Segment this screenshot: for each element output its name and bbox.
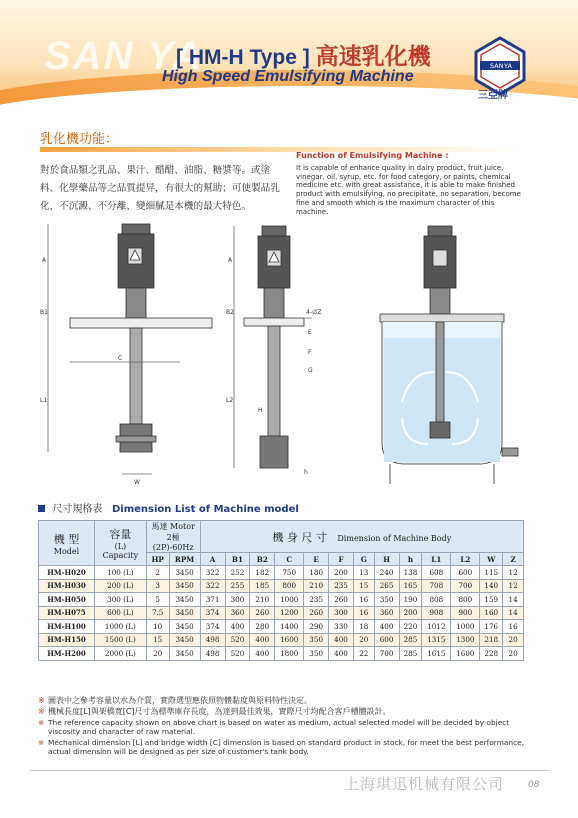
col-header: RPM [169,553,200,566]
table-cell: 1200 [275,606,304,620]
table-cell: 350 [304,633,329,647]
table-cell: 3450 [169,633,200,647]
body-header-cn: 機 身 尺 寸 [272,530,327,544]
table-cell: 608 [422,566,451,580]
col-model-header [39,521,95,566]
table-cell: 260 [329,593,354,607]
table-cell: 22 [353,647,374,661]
table-cell: 600 (L) [94,606,146,620]
table-cell: 252 [225,566,250,580]
table-cell: 18 [353,620,374,634]
capacity-header-unit: (L) [114,542,127,551]
table-cell: 400 [250,647,275,661]
table-cell: 520 [225,633,250,647]
capacity-header-cn: 容量 [109,528,132,541]
table-cell: 1000 [275,593,304,607]
table-cell: 700 [374,647,399,661]
dim-label-E: E [308,329,312,336]
col-header: H [374,553,399,566]
table-cell: 180 [304,566,329,580]
table-cell: 360 [225,606,250,620]
table-cell: 300 [329,606,354,620]
dim-label-A: A [42,257,47,264]
body-header-en: Dimension of Machine Body [337,533,452,543]
table-cell: 12 [503,566,524,580]
drawing-side-view [234,226,312,468]
table-cell: 350 [374,593,399,607]
table-cell: 200 [399,606,422,620]
table-cell: 498 [200,647,225,661]
table-cell: 200 (L) [94,579,146,593]
col-header: A [200,553,225,566]
table-cell: 600 [451,566,480,580]
table-cell: 520 [225,647,250,661]
dim-label-A2: A [228,257,233,264]
model-header-cn: 機 型 [53,532,80,546]
table-cell: 190 [399,593,422,607]
table-cell: 176 [480,620,503,634]
col-header: C [275,553,304,566]
machine-drawings [30,222,550,494]
table-cell: 265 [374,579,399,593]
title-en: [ HM-H Type ] [176,46,310,69]
notes [38,696,528,758]
table-cell: 115 [480,566,503,580]
model-header-en: Model [53,546,80,556]
table-heading-en: Dimension List of Machine model [111,504,299,515]
table-cell: 1315 [422,633,451,647]
logo-caption: 三亞牌 [478,90,508,101]
page-subtitle: High Speed Emulsifying Machine [162,68,414,85]
dim-label-C: C [118,355,123,362]
note-item: ※ 機械長度[L]與架橋寬[C]尺寸為標準庫存長度，為達到最佳效果，實際尺寸均配合客戶槽體設計。 [38,707,391,716]
table-cell: 7.5 [146,606,169,620]
drawing-front-view [48,224,212,474]
table-cell: 100 (L) [94,566,146,580]
col-header: h [399,553,422,566]
note-item: ※ The reference capacity shown on above chart is based on water as medium, actual selected model will be decided by object viscosity and character of raw material. [38,718,510,736]
table-cell: 400 [250,633,275,647]
logo-san: SAN [490,62,504,70]
dim-label-H: H [258,407,263,414]
note-item: ※ 圖表中之參考容量以水為介質，實際選型應依照物體黏度與原料特性決定。 [38,696,312,705]
capacity-header-en: Capacity [102,551,139,560]
dim-label-L2: L2 [226,397,234,404]
model-cell: HM-H150 [39,633,95,647]
table-cell: 3450 [169,647,200,661]
table-row [39,620,524,634]
drawing-tank-view [380,226,518,484]
table-cell: 16 [353,593,374,607]
model-cell: HM-H100 [39,620,95,634]
dimension-table [38,520,524,661]
table-cell: 182 [250,566,275,580]
table-cell: 185 [250,579,275,593]
table-cell: 220 [399,620,422,634]
page-title [176,38,431,71]
col-body-header [200,521,523,553]
table-cell: 20 [353,633,374,647]
table-cell: 5 [146,593,169,607]
table-cell: 708 [422,579,451,593]
table-cell: 360 [374,606,399,620]
table-cell: 700 [451,579,480,593]
table-row [39,593,524,607]
col-header: Z [503,553,524,566]
table-cell: 3450 [169,579,200,593]
table-cell: 2 [146,566,169,580]
table-heading-cn: 尺寸規格表 [52,504,103,515]
table-cell: 3450 [169,566,200,580]
col-header: B2 [250,553,275,566]
page-number: 08 [528,780,540,790]
table-cell: 2000 (L) [94,647,146,661]
table-cell: 285 [399,633,422,647]
table-cell: 14 [503,593,524,607]
table-heading [38,500,299,515]
watermark-logo-text: SAN YA [44,34,204,78]
footer-company: 上海琪迅机械有限公司 [344,775,505,793]
table-cell: 3450 [169,620,200,634]
table-cell: 800 [451,593,480,607]
table-cell: 900 [451,606,480,620]
motor-header-sub: 2極(2P)-60Hz [152,533,194,552]
dim-label-B2: B2 [226,309,234,316]
table-cell: 1600 [275,633,304,647]
function-text-cn: 對於食品類之乳品、果汁、醋醋、油脂、糖漿等。或塗料、化學藥品等之品質提昇，有很大的幫助；可使製品乳化，不沉澱、不分離、變細膩是本機的最大特色。 [40,165,280,212]
table-cell: 138 [399,566,422,580]
bullet-square-icon [38,505,45,512]
table-cell: 1000 [451,620,480,634]
table-cell: 260 [250,606,275,620]
model-cell: HM-H075 [39,606,95,620]
table-cell: 260 [304,606,329,620]
table-cell: 13 [353,566,374,580]
col-capacity-header [94,521,146,566]
table-cell: 908 [422,606,451,620]
table-cell: 218 [480,633,503,647]
title-cn: 高速乳化機 [315,43,431,69]
dim-label-W: W [134,479,140,486]
note-item: ※ Mechanical dimension [L] and bridge width [C] dimension is based on standard product in stock, for meet the best performance, actual dimension will be designed as per size of customer's tank body. [38,738,525,756]
table-cell: 400 [329,633,354,647]
table-cell: 750 [275,566,304,580]
table-cell: 15 [146,633,169,647]
table-cell: 1615 [422,647,451,661]
table-cell: 20 [503,647,524,661]
col-motor-header [146,521,200,553]
function-heading-cn: 乳化機功能： [40,132,119,147]
table-cell: 374 [200,606,225,620]
table-cell: 400 [329,647,354,661]
table-row [39,606,524,620]
table-cell: 322 [200,566,225,580]
dim-label-B1: B1 [40,309,48,316]
table-cell: 280 [250,620,275,634]
table-cell: 498 [200,633,225,647]
table-body [39,566,524,661]
table-cell: 14 [503,606,524,620]
table-cell: 300 [225,593,250,607]
table-cell: 165 [399,579,422,593]
table-cell: 371 [200,593,225,607]
table-cell: 16 [503,620,524,634]
table-cell: 210 [304,579,329,593]
table-cell: 159 [480,593,503,607]
table-cell: 1300 [451,633,480,647]
dim-label-h: h [304,469,308,476]
col-header: HP [146,553,169,566]
table-cell: 600 [374,633,399,647]
table-cell: 240 [374,566,399,580]
table-cell: 330 [329,620,354,634]
function-text-en: It is capable of enhance quality in dairy product, fruit juice, vinegar, oil, syrup, etc. for food category, or paints, chemical medicine etc. with great assistance, it is able to make finished product with emulsifying, no precipitate, no separation, become fine and smooth which is the maximum character of this machine. [296,164,521,216]
table-cell: 3450 [169,606,200,620]
table-cell: 808 [422,593,451,607]
table-cell: 10 [146,620,169,634]
table-row [39,579,524,593]
table-cell: 1600 [451,647,480,661]
model-cell: HM-H050 [39,593,95,607]
table-cell: 235 [304,593,329,607]
table-cell: 210 [250,593,275,607]
table-cell: 1800 [275,647,304,661]
table-cell: 350 [304,647,329,661]
table-row [39,566,524,580]
table-cell: 1012 [422,620,451,634]
function-heading-en: Function of Emulsifying Machine : [296,151,449,160]
table-cell: 160 [480,606,503,620]
dim-label-D: 4-∅Z [306,309,322,316]
table-cell: 300 (L) [94,593,146,607]
table-cell: 255 [225,579,250,593]
table-cell: 1400 [275,620,304,634]
col-header: E [304,553,329,566]
table-cell: 12 [503,579,524,593]
table-cell: 20 [146,647,169,661]
table-cell: 16 [353,606,374,620]
table-row [39,633,524,647]
table-row [39,647,524,661]
col-header: W [480,553,503,566]
table-cell: 800 [275,579,304,593]
col-header: L1 [422,553,451,566]
table-cell: 15 [353,579,374,593]
table-cell: 374 [200,620,225,634]
dim-label-L1: L1 [40,397,48,404]
col-header: L2 [451,553,480,566]
model-cell: HM-H200 [39,647,95,661]
dim-label-F: F [308,349,312,356]
col-header: G [353,553,374,566]
table-cell: 400 [374,620,399,634]
logo-ya: YA [504,62,512,70]
table-cell: 1500 (L) [94,633,146,647]
model-cell: HM-H020 [39,566,95,580]
table-cell: 228 [480,647,503,661]
table-cell: 200 [329,566,354,580]
table-cell: 322 [200,579,225,593]
table-cell: 3450 [169,593,200,607]
col-header: F [329,553,354,566]
table-cell: 20 [503,633,524,647]
col-header: B1 [225,553,250,566]
table-cell: 1000 (L) [94,620,146,634]
table-cell: 3 [146,579,169,593]
model-cell: HM-H030 [39,579,95,593]
table-cell: 140 [480,579,503,593]
footer-divider [30,770,550,771]
motor-header: 馬達 Motor [151,522,195,531]
table-cell: 400 [225,620,250,634]
dim-label-G: G [308,367,313,374]
table-cell: 235 [329,579,354,593]
table-cell: 285 [399,647,422,661]
table-cell: 290 [304,620,329,634]
